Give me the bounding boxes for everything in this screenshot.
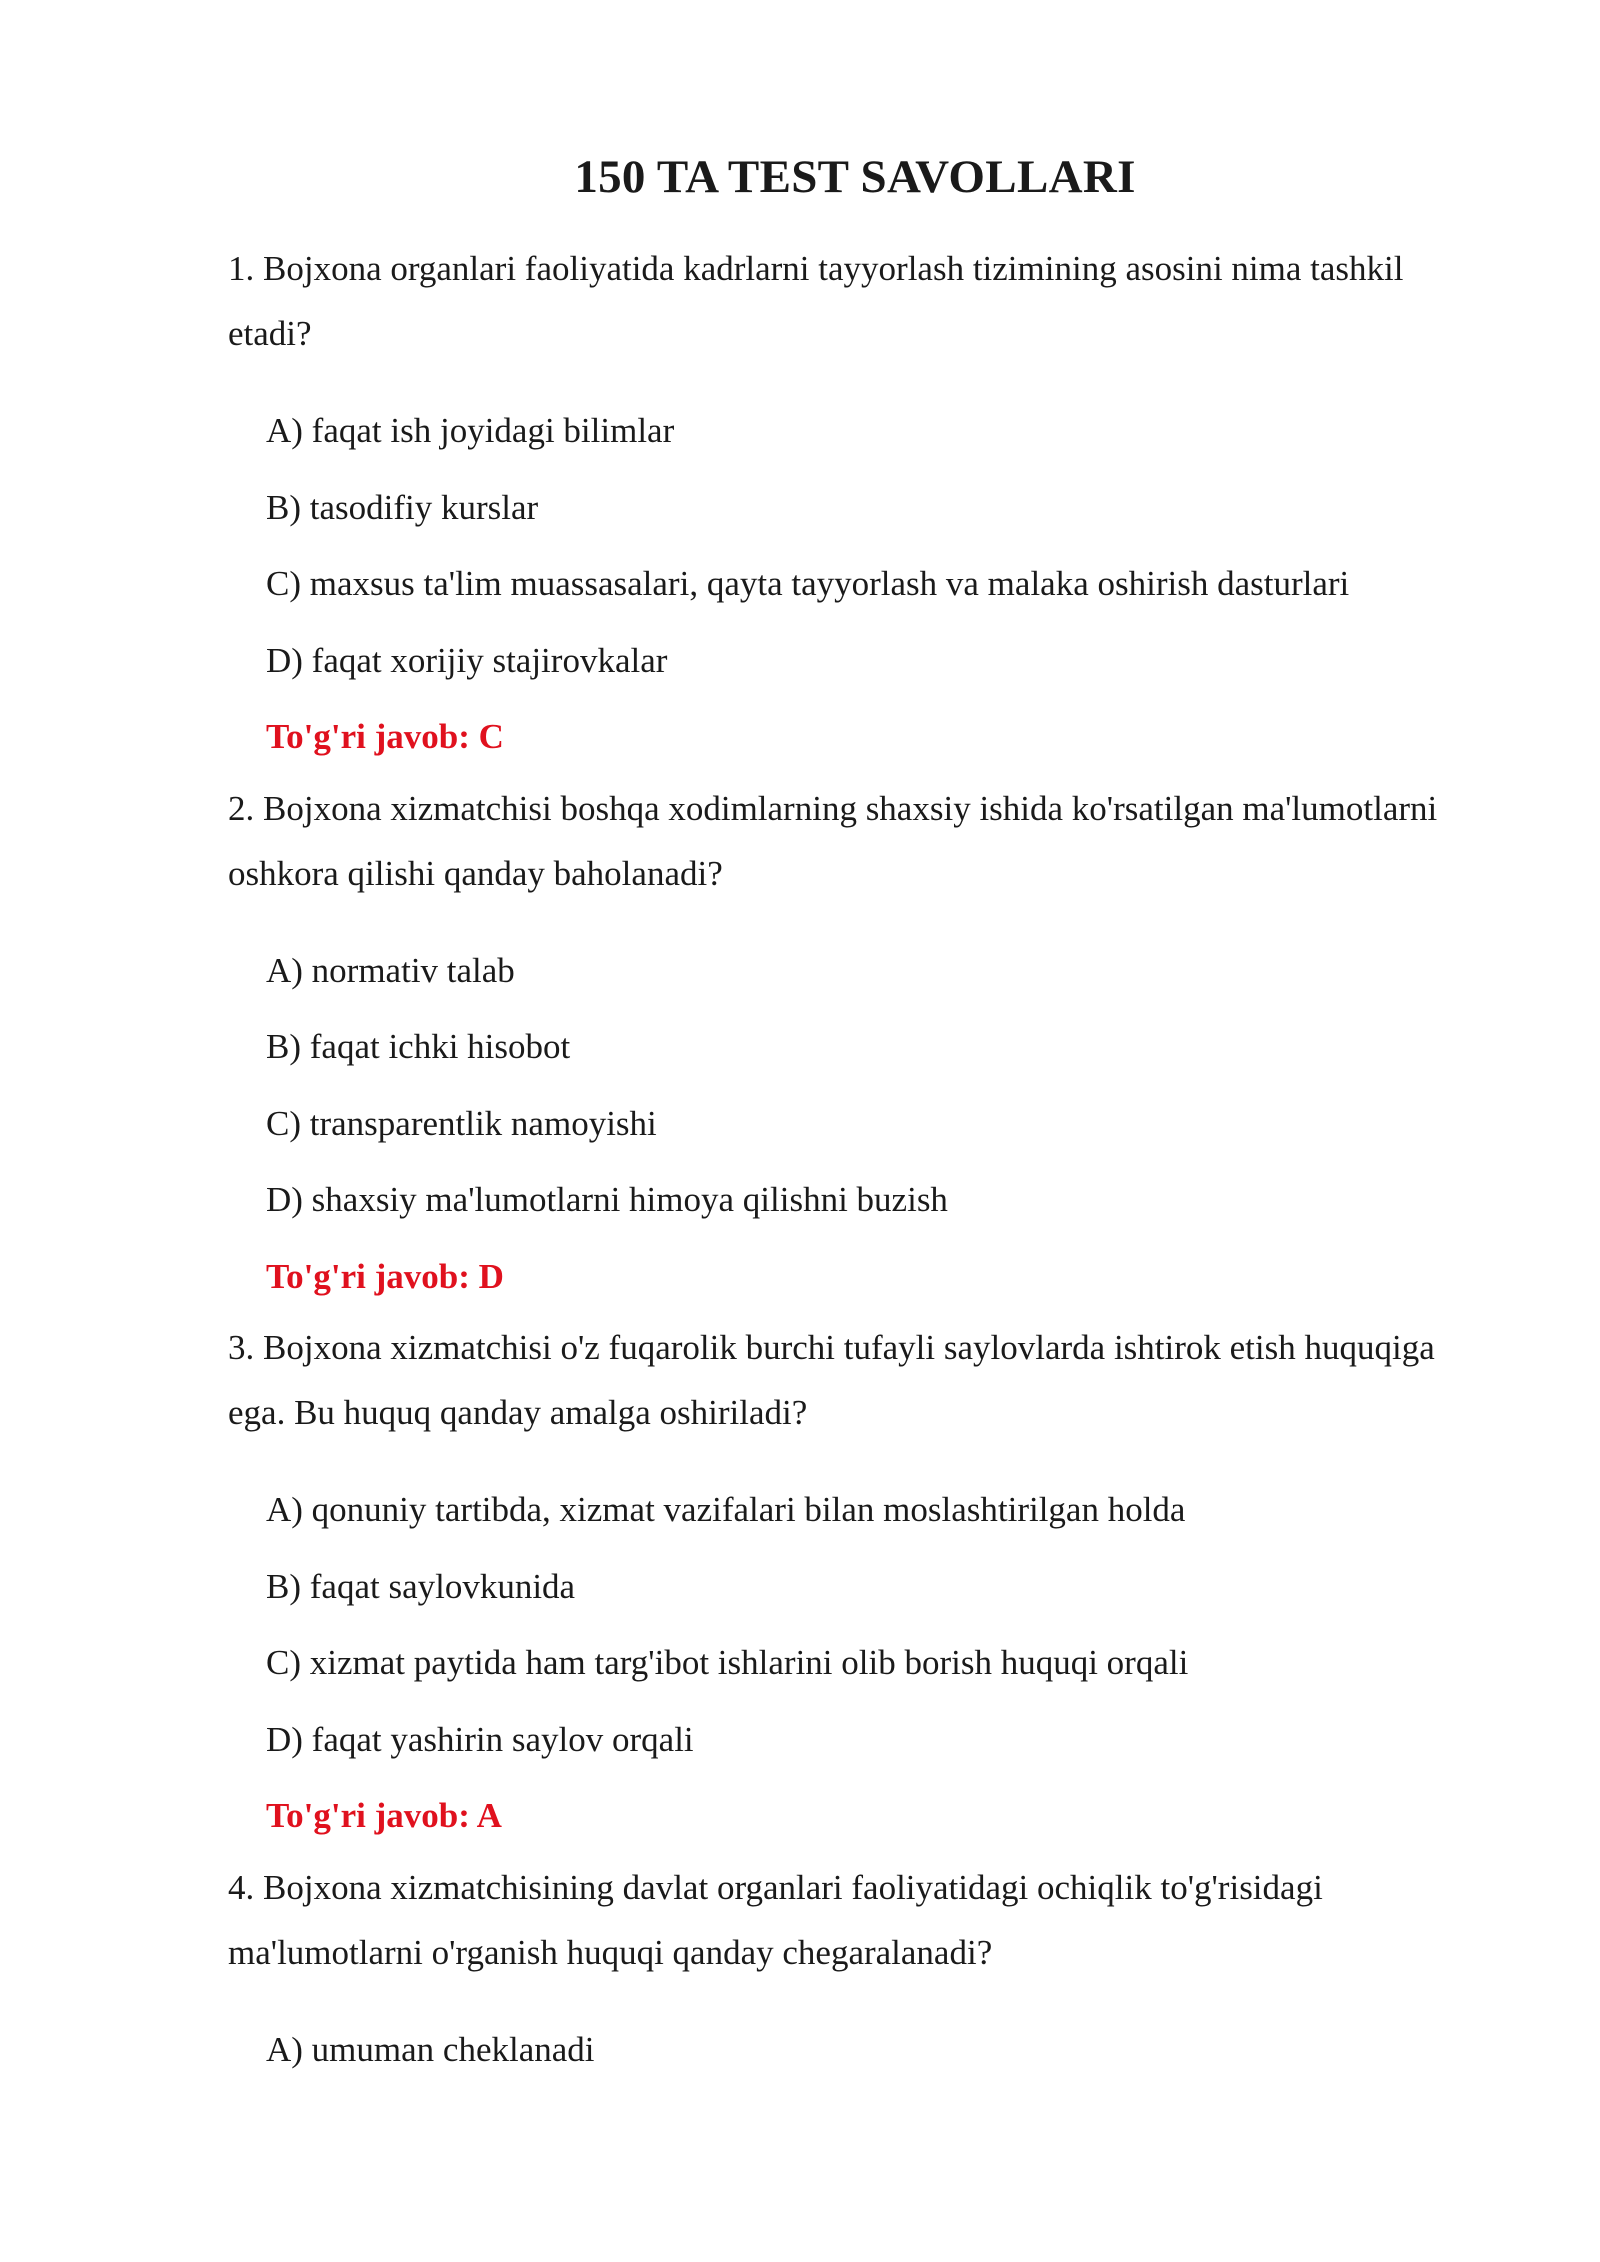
option-c: C) transparentlik namoyishi	[266, 1103, 657, 1143]
options-list	[228, 393, 1438, 699]
option-b: B) faqat saylovkunida	[266, 1566, 576, 1606]
option-d: D) shaxsiy ma'lumotlarni himoya qilishni buzish	[266, 1180, 948, 1219]
option-b: B) faqat ichki hisobot	[266, 1027, 571, 1066]
option-c: C) maxsus ta'lim muassasalari, qayta tayyorlash va malaka oshirish dasturlari	[266, 564, 1350, 603]
page-title: 150 TA TEST SAVOLLARI	[574, 151, 1136, 203]
questions-list	[228, 236, 1438, 2088]
option-a: A) qonuniy tartibda, xizmat vazifalari bilan moslashtirilgan holda	[266, 1490, 1186, 1529]
question-text: 3. Bojxona xizmatchisi o'z fuqarolik burchi tufayli saylovlarda ishtirok etish huquqiga ega. Bu huquq qanday amalga oshiriladi?	[228, 1328, 1435, 1432]
options-list	[228, 2012, 1438, 2089]
question-block-3	[228, 1315, 1438, 1855]
option-d: D) faqat yashirin saylov orqali	[266, 1719, 694, 1759]
option-c: C) xizmat paytida ham targ'ibot ishlarini olib borish huquqi orqali	[266, 1643, 1189, 1682]
correct-answer: To'g'ri javob: A	[266, 1796, 502, 1835]
options-list	[228, 933, 1438, 1239]
option-a: A) faqat ish joyidagi bilimlar	[266, 411, 675, 450]
option-d: D) faqat xorijiy stajirovkalar	[266, 640, 668, 680]
question-text: 2. Bojxona xizmatchisi boshqa xodimlarning shaxsiy ishida ko'rsatilgan ma'lumotlarni oshkora qilishi qanday baholanadi?	[228, 788, 1438, 893]
option-a: A) umuman cheklanadi	[266, 2029, 595, 2069]
option-b: B) tasodifiy kurslar	[266, 487, 539, 527]
question-block-1	[228, 236, 1438, 776]
question-block-2	[228, 776, 1438, 1316]
question-block-4	[228, 1855, 1438, 2089]
correct-answer: To'g'ri javob: C	[266, 717, 504, 756]
question-text: 1. Bojxona organlari faoliyatida kadrlarni tayyorlash tizimining asosini nima tashkil etadi?	[228, 249, 1404, 353]
question-text: 4. Bojxona xizmatchisining davlat organlari faoliyatidagi ochiqlik to'g'risidagi ma'lumotlarni o'rganish huquqi qanday chegaralanadi?	[228, 1867, 1323, 1972]
option-a: A) normativ talab	[266, 950, 515, 990]
options-list	[228, 1472, 1438, 1778]
correct-answer: To'g'ri javob: D	[266, 1256, 504, 1296]
